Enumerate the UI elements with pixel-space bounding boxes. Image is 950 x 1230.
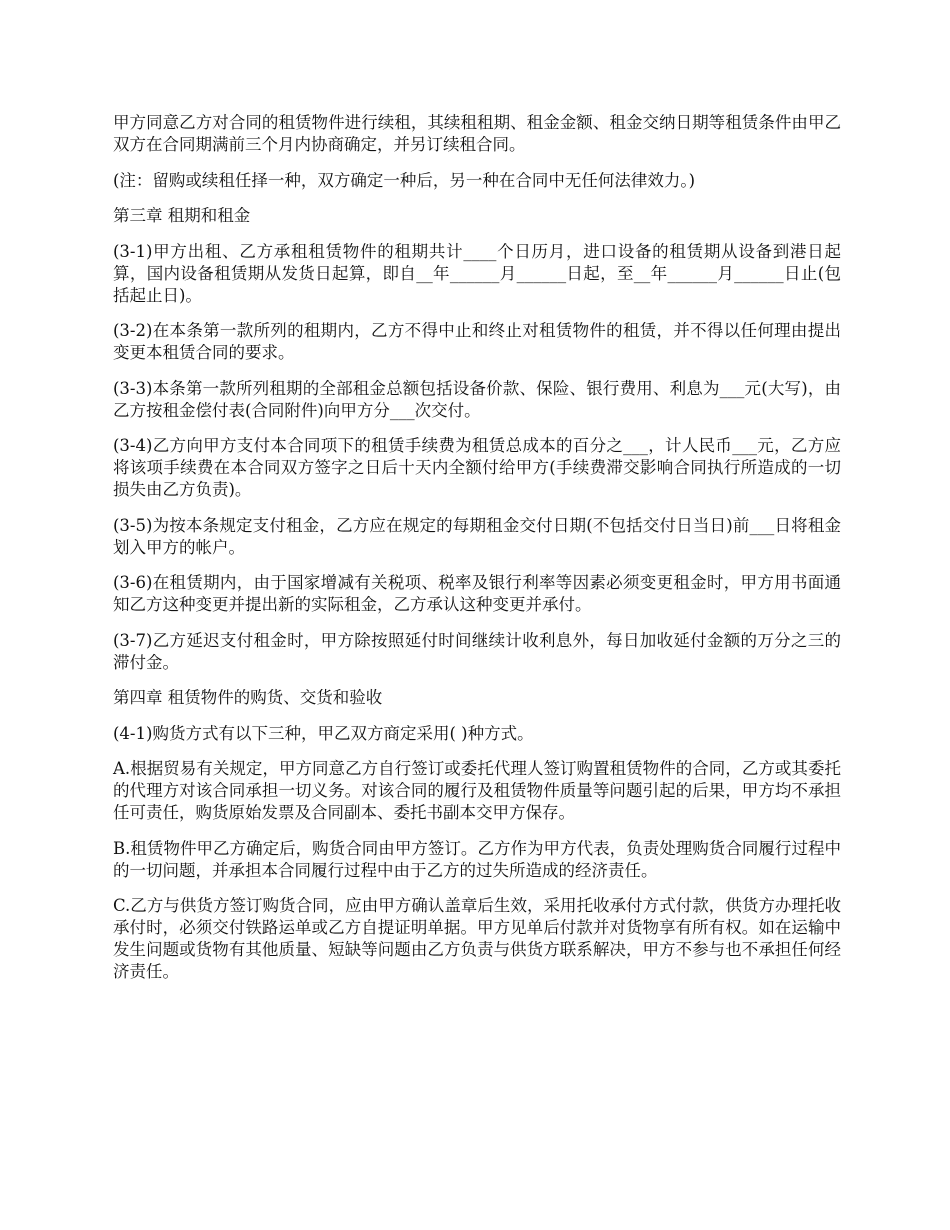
document-body bbox=[113, 112, 841, 997]
option-b: B.租赁物件甲乙方确定后，购货合同由甲方签订。乙方作为甲方代表，负责处理购货合同履行过程中的一切问题，并承担本合同履行过程中由于乙方的过失所造成的经济责任。 bbox=[113, 838, 841, 880]
clause-3-7: (3-7)乙方延迟支付租金时，甲方除按照延付时间继续计收利息外，每日加收延付金额的万分之三的滞付金。 bbox=[113, 630, 841, 672]
clause-3-5: (3-5)为按本条规定支付租金，乙方应在规定的每期租金交付日期(不包括交付日当日)前___日将租金划入甲方的帐户。 bbox=[113, 515, 841, 557]
clause-3-2: (3-2)在本条第一款所列的租期内，乙方不得中止和终止对租赁物件的租赁，并不得以任何理由提出变更本租赁合同的要求。 bbox=[113, 321, 841, 362]
clause-3-4: (3-4)乙方向甲方支付本合同项下的租赁手续费为租赁总成本的百分之___，计人民币___元，乙方应将该项手续费在本合同双方签字之日后十天内全额付给甲方(手续费滞交影响合同执行所造成的一切损失由乙方负责)。 bbox=[113, 436, 841, 499]
clause-4-1: (4-1)购货方式有以下三种，甲乙双方商定采用( )种方式。 bbox=[113, 723, 534, 743]
option-a: A.根据贸易有关规定，甲方同意乙方自行签订或委托代理人签订购置租赁物件的合同，乙方或其委托的代理方对该合同承担一切义务。对该合同的履行及租赁物件质量等问题引起的后果，甲方均不承担任可责任，购货原始发票及合同副本、委托书副本交甲方保存。 bbox=[113, 759, 841, 822]
clause-3-3: (3-3)本条第一款所列租期的全部租金总额包括设备价款、保险、银行费用、利息为___元(大写)，由乙方按租金偿付表(合同附件)向甲方分___次交付。 bbox=[113, 378, 841, 420]
option-c: C.乙方与供货方签订购货合同，应由甲方确认盖章后生效，采用托收承付方式付款，供货方办理托收承付时，必须交付铁路运单或乙方自提证明单据。甲方见单后付款并对货物享有所有权。如在运输中发生问题或货物有其他质量、短缺等问题由乙方负责与供货方联系解决，甲方不参与也不承担任何经济责任。 bbox=[113, 896, 841, 981]
clause-3-6: (3-6)在租赁期内，由于国家增减有关税项、税率及银行利率等因素必须变更租金时，甲方用书面通知乙方这种变更并提出新的实际租金，乙方承认这种变更并承付。 bbox=[113, 573, 841, 614]
chapter-heading-3: 第三章 租期和租金 bbox=[113, 206, 251, 225]
chapter-heading-4: 第四章 租赁物件的购货、交货和验收 bbox=[113, 688, 383, 707]
paragraph-renewal-terms: 甲方同意乙方对合同的租赁物件进行续租，其续租租期、租金金额、租金交纳日期等租赁条件由甲乙双方在合同期满前三个月内协商确定，并另订续租合同。 bbox=[113, 113, 841, 154]
clause-3-1: (3-1)甲方出租、乙方承租租赁物件的租期共计____个日历月，进口设备的租赁期从设备到港日起算，国内设备租赁期从发货日起算，即自__年______月______日起，至__年______月______日止(包括起止日)。 bbox=[113, 241, 841, 305]
paragraph-note: (注：留购或续租任择一种，双方确定一种后，另一种在合同中无任何法律效力。) bbox=[113, 170, 696, 190]
